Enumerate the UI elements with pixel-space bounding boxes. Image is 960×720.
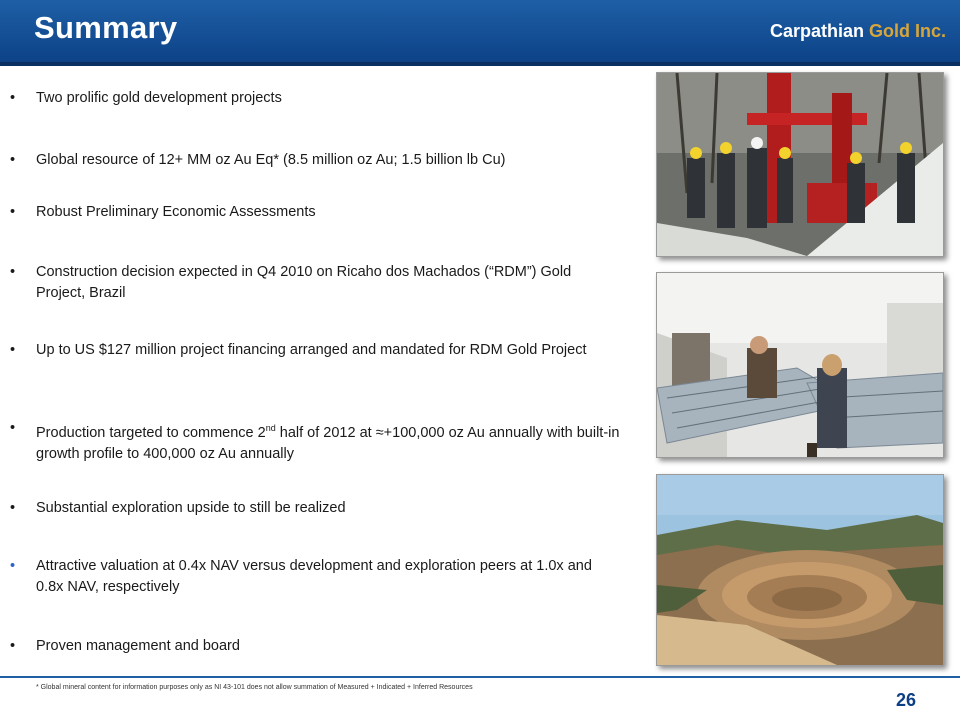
bullet-item (10, 418, 620, 465)
bullet-item (10, 636, 620, 657)
bullet-item (10, 556, 620, 598)
bullet-dot-icon: • (10, 558, 16, 574)
bullet-dot-icon: • (10, 264, 16, 280)
bullet-text: Up to US $127 million project financing arranged and mandated for RDM Gold Project (36, 342, 587, 358)
open-pit-mine-photo (656, 474, 944, 666)
bullet-text: Attractive valuation at 0.4x NAV versus development and exploration peers at 1.0x and 0.8x NAV, respectively (36, 558, 592, 595)
drilling-rig-photo (656, 72, 944, 257)
page-number: 26 (895, 690, 916, 710)
footer-rule (0, 676, 960, 678)
bullet-item (10, 150, 620, 171)
brand-name: Carpathian (769, 21, 864, 41)
bullet-text: Proven management and board (36, 638, 240, 654)
bullet-item (10, 262, 620, 304)
open-pit-mine-photo-icon (657, 475, 943, 665)
brand-accent: Gold Inc. (868, 21, 946, 41)
bullet-text: Substantial exploration upside to still be realized (36, 500, 346, 516)
bullet-dot-icon: • (10, 342, 16, 358)
bullet-text: Production targeted to commence 2nd half of 2012 at ≈+100,000 oz Au annually with built-in growth profile to 400,000 oz Au annually (36, 423, 620, 462)
bullet-text: Construction decision expected in Q4 2010 on Ricaho dos Machados (“RDM”) Gold Project, Brazil (36, 264, 572, 301)
bullet-item (10, 88, 620, 109)
bullet-item (10, 340, 620, 361)
bullet-dot-icon: • (10, 152, 16, 168)
superscript-nd: nd (265, 423, 276, 433)
footnote: * Global mineral content for information purposes only as NI 43-101 does not allow summation of Measured + Indicated + Inferred Resources (36, 684, 473, 691)
bullet-text: Two prolific gold development projects (36, 90, 282, 106)
drilling-rig-photo-icon (657, 73, 943, 256)
header-stripe (0, 62, 960, 66)
bullet-text: Global resource of 12+ MM oz Au Eq* (8.5 million oz Au; 1.5 billion lb Cu) (36, 152, 506, 168)
core-shed-photo-icon (657, 273, 943, 457)
bullet-dot-icon: • (10, 204, 16, 220)
company-logo (770, 21, 946, 42)
bullet-dot-icon: • (10, 500, 16, 516)
page-title: Summary (34, 10, 178, 45)
bullet-item (10, 202, 620, 223)
header-bar (0, 0, 960, 62)
bullet-dot-icon: • (10, 638, 16, 654)
core-shed-photo (656, 272, 944, 458)
bullet-text: Robust Preliminary Economic Assessments (36, 204, 316, 220)
bullet-dot-icon: • (10, 420, 16, 436)
bullet-item (10, 498, 620, 519)
bullet-dot-icon: • (10, 90, 16, 106)
